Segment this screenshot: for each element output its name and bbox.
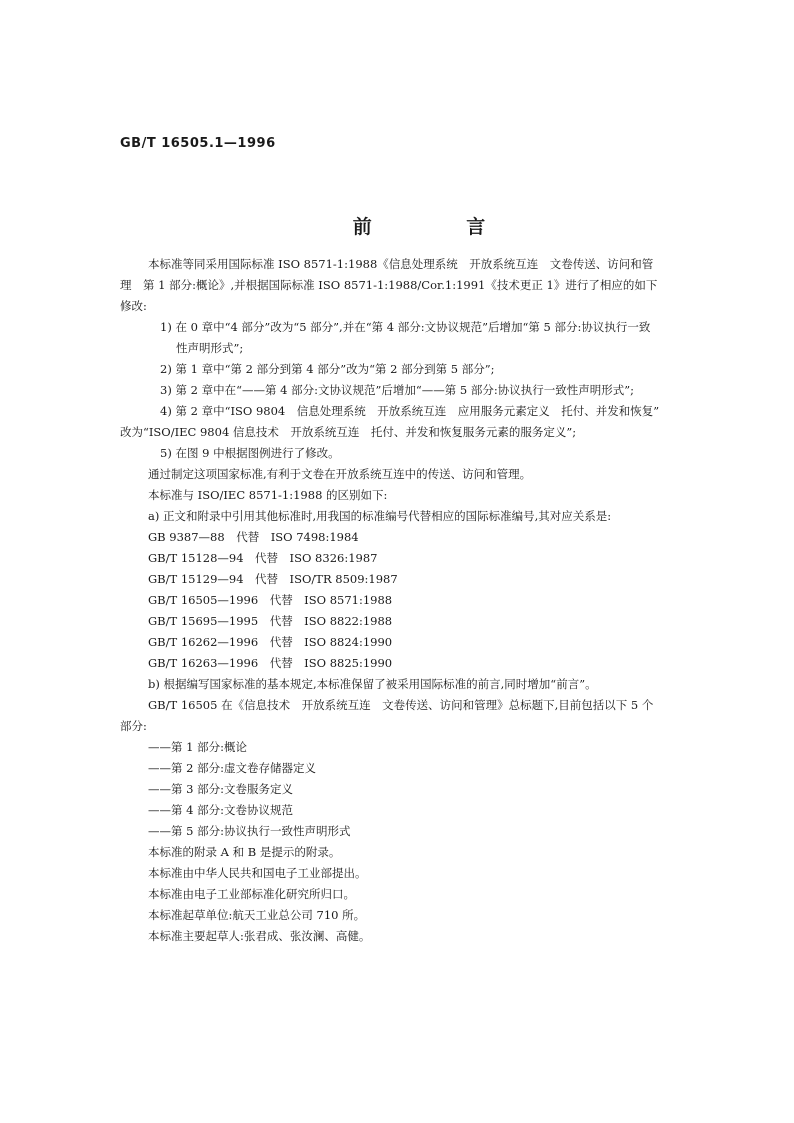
list-item: 5) 在图 9 中根据图例进行了修改。 (160, 446, 340, 460)
paragraph-line: 本标准主要起草人:张君成、张汝澜、高健。 (148, 929, 371, 943)
mapping-row: GB 9387—88 代替 ISO 7498:1984 (148, 530, 359, 544)
paragraph-line: 本标准与 ISO/IEC 8571-1:1988 的区别如下: (148, 488, 388, 502)
paragraph-line: 通过制定这项国家标准,有利于文卷在开放系统互连中的传送、访问和管理。 (148, 467, 532, 481)
part-item: ——第 3 部分:文卷服务定义 (148, 782, 294, 796)
part-item: ——第 2 部分:虚文卷存储器定义 (148, 761, 317, 775)
list-item: b) 根据编写国家标准的基本规定,本标准保留了被采用国际标准的前言,同时增加“前言”。 (148, 677, 597, 691)
mapping-row: GB/T 16505—1996 代替 ISO 8571:1988 (148, 593, 393, 607)
page-title: 前 言 (352, 216, 530, 238)
paragraph-line: 理 第 1 部分:概论》,并根据国际标准 ISO 8571-1:1988/Cor.1:1991《技术更正 1》进行了相应的如下 (120, 278, 658, 292)
mapping-row: GB/T 15128—94 代替 ISO 8326:1987 (148, 551, 378, 565)
mapping-row: GB/T 16263—1996 代替 ISO 8825:1990 (148, 656, 393, 670)
paragraph-line: 本标准起草单位:航天工业总公司 710 所。 (148, 908, 366, 922)
list-item: 1) 在 0 章中“4 部分”改为“5 部分”,并在“第 4 部分:文协议规范”后增加“第 5 部分:协议执行一致 (160, 320, 651, 334)
document-code: GB/T 16505.1—1996 (120, 136, 276, 151)
mapping-row: GB/T 15129—94 代替 ISO/TR 8509:1987 (148, 572, 398, 586)
paragraph-line: 部分: (120, 719, 147, 733)
paragraph-line: 本标准由中华人民共和国电子工业部提出。 (148, 866, 367, 880)
paragraph-line: 修改: (120, 299, 147, 313)
mapping-row: GB/T 16262—1996 代替 ISO 8824:1990 (148, 635, 393, 649)
paragraph-line: 本标准等同采用国际标准 ISO 8571-1:1988《信息处理系统 开放系统互连 文卷传送、访问和管 (148, 257, 654, 271)
list-item: 4) 第 2 章中“ISO 9804 信息处理系统 开放系统互连 应用服务元素定义 托付、并发和恢复” (160, 404, 660, 418)
list-item-continuation: 性声明形式”; (176, 341, 244, 355)
part-item: ——第 5 部分:协议执行一致性声明形式 (148, 824, 351, 838)
part-item: ——第 1 部分:概论 (148, 740, 248, 754)
paragraph-line: 本标准的附录 A 和 B 是提示的附录。 (148, 845, 341, 859)
list-item: 3) 第 2 章中在“——第 4 部分:文协议规范”后增加“——第 5 部分:协议执行一致性声明形式”; (160, 383, 634, 397)
paragraph-line: GB/T 16505 在《信息技术 开放系统互连 文卷传送、访问和管理》总标题下,目前包括以下 5 个 (148, 698, 654, 712)
part-item: ——第 4 部分:文卷协议规范 (148, 803, 294, 817)
list-item: 2) 第 1 章中“第 2 部分到第 4 部分”改为“第 2 部分到第 5 部分”; (160, 362, 495, 376)
list-item: a) 正文和附录中引用其他标准时,用我国的标准编号代替相应的国际标准编号,其对应关系是: (148, 509, 612, 523)
foreword-body (120, 254, 680, 947)
list-item-continuation: 改为“ISO/IEC 9804 信息技术 开放系统互连 托付、并发和恢复服务元素的服务定义”; (120, 425, 577, 439)
mapping-row: GB/T 15695—1995 代替 ISO 8822:1988 (148, 614, 393, 628)
paragraph-line: 本标准由电子工业部标准化研究所归口。 (148, 887, 355, 901)
